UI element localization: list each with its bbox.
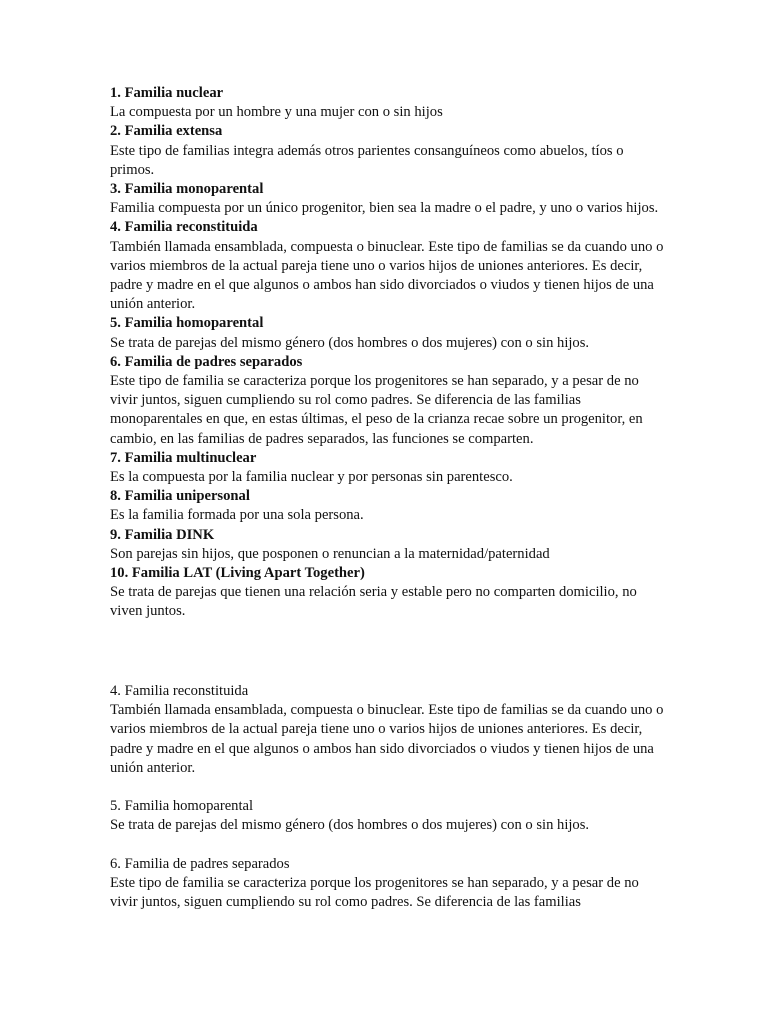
entry-title: 10. Familia LAT (Living Apart Together) <box>110 565 365 582</box>
entry-text: Familia compuesta por un único progenitor, bien sea la madre o el padre, y uno o varios hijos. <box>110 200 659 217</box>
entry-title: 8. Familia unipersonal <box>110 488 250 505</box>
entry-title: 5. Familia homoparental <box>110 315 264 332</box>
entry-text: Es la compuesta por la familia nuclear y por personas sin parentesco. <box>110 469 513 486</box>
repeated-title: 5. Familia homoparental <box>110 798 254 815</box>
repeated-item-4 <box>110 682 670 778</box>
entry-text: Se trata de parejas que tienen una relación seria y estable pero no comparten domicilio, no viven juntos. <box>110 584 637 620</box>
repeated-item-5 <box>110 797 670 835</box>
list-item-4 <box>110 218 670 314</box>
entry-text: Se trata de parejas del mismo género (dos hombres o dos mujeres) con o sin hijos. <box>110 334 590 351</box>
entry-title: 6. Familia de padres separados <box>110 353 303 370</box>
entry-text: Este tipo de familias integra además otros parientes consanguíneos como abuelos, tíos o primos. <box>110 142 624 178</box>
list-item-10 <box>110 564 670 622</box>
list-item-2 <box>110 122 670 180</box>
repeated-section <box>110 682 670 932</box>
entry-text: La compuesta por un hombre y una mujer con o sin hijos <box>110 104 443 121</box>
list-item-8 <box>110 487 670 525</box>
repeated-text: Se trata de parejas del mismo género (dos hombres o dos mujeres) con o sin hijos. <box>110 817 590 834</box>
entry-text: También llamada ensamblada, compuesta o binuclear. Este tipo de familias se da cuando uno o varios miembros de la actual pareja tiene uno o varios hijos de uniones anteriores. Es decir, padre y madre en el que algunos o ambos han sido divorciados o viudos y tienen hijos de una unión anterior. <box>110 238 664 313</box>
entry-text: Son parejas sin hijos, que posponen o renuncian a la maternidad/paternidad <box>110 545 550 562</box>
list-item-5 <box>110 314 670 352</box>
repeated-title: 4. Familia reconstituida <box>110 683 249 699</box>
entry-title: 3. Familia monoparental <box>110 181 264 198</box>
family-types-list <box>110 84 670 622</box>
list-item-7 <box>110 449 670 487</box>
entry-title: 9. Familia DINK <box>110 526 215 543</box>
entry-title: 1. Familia nuclear <box>110 85 224 101</box>
list-item-9 <box>110 526 670 564</box>
entry-text: Es la familia formada por una sola persona. <box>110 507 364 524</box>
repeated-title: 6. Familia de padres separados <box>110 855 290 872</box>
repeated-text: También llamada ensamblada, compuesta o binuclear. Este tipo de familias se da cuando uno o varios miembros de la actual pareja tiene uno o varios hijos de uniones anteriores. Es decir, padre y madre en el que algunos o ambos han sido divorciados o viudos y tienen hijos de una unión anterior. <box>110 702 664 776</box>
repeated-text: Este tipo de familia se caracteriza porque los progenitores se han separado, y a pesar de no vivir juntos, siguen cumpliendo su rol como padres. Se diferencia de las familias <box>110 875 639 911</box>
entry-title: 4. Familia reconstituida <box>110 219 258 236</box>
list-item-6 <box>110 353 670 449</box>
list-item-1 <box>110 84 670 122</box>
entry-title: 2. Familia extensa <box>110 123 223 140</box>
repeated-item-6 <box>110 855 670 913</box>
entry-text: Este tipo de familia se caracteriza porque los progenitores se han separado, y a pesar de no vivir juntos, siguen cumpliendo su rol como padres. Se diferencia de las familias monoparentales en que, en estas últimas, el peso de la crianza recae sobre un progenitor, en cambio, en las familias de padres separados, las funciones se comparten. <box>110 373 643 447</box>
entry-title: 7. Familia multinuclear <box>110 449 257 466</box>
list-item-3 <box>110 180 670 218</box>
